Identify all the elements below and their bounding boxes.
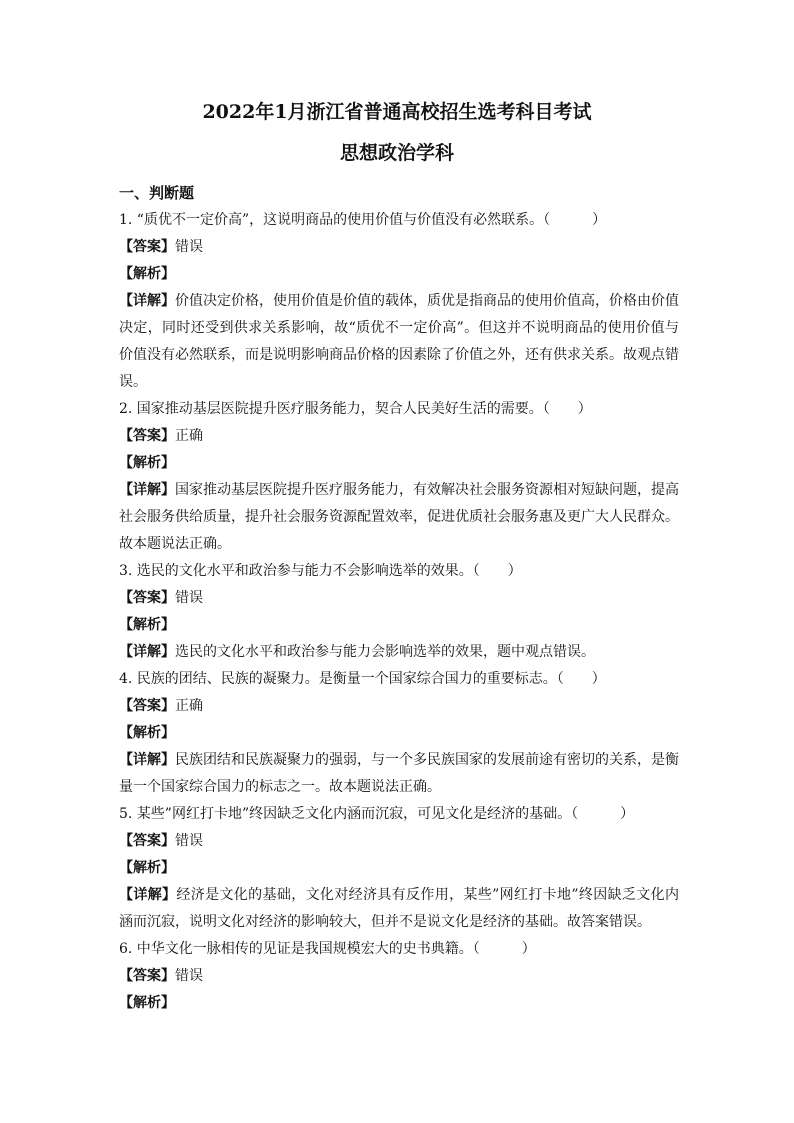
detail-text: 民族团结和民族凝聚力的强弱，与一个多民族国家的发展前途有密切的关系，是衡量一个国家综合国力的标志之一。故本题说法正确。 [119, 752, 679, 795]
answer-line [119, 693, 679, 720]
question-4 [119, 666, 679, 801]
detail-paragraph [119, 477, 679, 558]
subject-title: 思想政治学科 [339, 142, 454, 164]
detail-tag: 【详解】 [119, 482, 175, 498]
question-5 [119, 801, 679, 936]
answer-tag: 【答案】 [119, 698, 175, 714]
analysis-tag: 【解析】 [119, 995, 175, 1011]
detail-text: 选民的文化水平和政治参与能力会影响选举的效果，题中观点错误。 [175, 644, 595, 660]
answer-tag: 【答案】 [119, 428, 175, 444]
answer-line [119, 585, 679, 612]
detail-text: 价值决定价格，使用价值是价值的载体，质优是指商品的使用价值高，价格由价值决定，同时还受到供求关系影响，故“质优不一定价高”。但这并不说明商品的使用价值与价值没有必然联系，而是说明影响商品价格的因素除了价值之外，还有供求关系。故观点错误。 [119, 293, 679, 390]
answer-value: 正确 [175, 428, 203, 444]
analysis-line [119, 450, 679, 477]
answer-line [119, 234, 679, 261]
answer-line [119, 828, 679, 855]
detail-paragraph [119, 288, 679, 396]
question-stem: 1. “质优不一定价高”，这说明商品的使用价值与价值没有必然联系。（ ） [119, 212, 607, 228]
exam-title: 2022年1月浙江省普通高校招生选考科目考试 [202, 101, 592, 123]
detail-tag: 【详解】 [119, 887, 177, 903]
question-2 [119, 396, 679, 558]
answer-tag: 【答案】 [119, 239, 175, 255]
analysis-tag: 【解析】 [119, 860, 175, 876]
analysis-tag: 【解析】 [119, 725, 175, 741]
question-1 [119, 207, 679, 396]
question-stem: 3. 选民的文化水平和政治参与能力不会影响选举的效果。（ ） [119, 563, 522, 579]
answer-tag: 【答案】 [119, 590, 175, 606]
question-stem: 6. 中华文化一脉相传的见证是我国规模宏大的史书典籍。（ ） [119, 941, 536, 957]
answer-line [119, 423, 679, 450]
question-6 [119, 936, 679, 1017]
detail-text: 经济是文化的基础，文化对经济具有反作用，某些”网红打卡地”终因缺乏文化内涵而沉寂，说明文化对经济的影响较大，但并不是说文化是经济的基础。故答案错误。 [119, 887, 680, 930]
answer-value: 错误 [175, 968, 203, 984]
answer-line [119, 963, 679, 990]
question-stem: 2. 国家推动基层医院提升医疗服务能力，契合人民美好生活的需要。（ ） [119, 401, 592, 417]
detail-paragraph [119, 747, 679, 801]
analysis-line [119, 720, 679, 747]
analysis-tag: 【解析】 [119, 617, 175, 633]
answer-value: 错误 [175, 833, 203, 849]
question-stem: 5. 某些”网红打卡地”终因缺乏文化内涵而沉寂，可见文化是经济的基础。（ ） [119, 806, 635, 822]
detail-text: 国家推动基层医院提升医疗服务能力，有效解决社会服务资源相对短缺问题，提高社会服务供给质量，提升社会服务资源配置效率，促进优质社会服务惠及更广大人民群众。故本题说法正确。 [119, 482, 679, 552]
answer-value: 错误 [175, 590, 203, 606]
answer-tag: 【答案】 [119, 833, 175, 849]
analysis-line [119, 261, 679, 288]
analysis-line [119, 612, 679, 639]
detail-tag: 【详解】 [119, 293, 175, 309]
answer-value: 错误 [175, 239, 203, 255]
detail-tag: 【详解】 [119, 752, 175, 768]
question-3 [119, 558, 679, 666]
question-stem: 4. 民族的团结、民族的凝聚力。是衡量一个国家综合国力的重要标志。（ ） [119, 671, 606, 687]
analysis-tag: 【解析】 [119, 455, 175, 471]
detail-paragraph [119, 639, 679, 666]
analysis-line [119, 990, 679, 1017]
exam-content [119, 180, 679, 1017]
detail-tag: 【详解】 [119, 644, 175, 660]
detail-paragraph [119, 882, 679, 936]
section-heading: 一、判断题 [119, 184, 195, 202]
analysis-line [119, 855, 679, 882]
answer-tag: 【答案】 [119, 968, 175, 984]
answer-value: 正确 [175, 698, 203, 714]
analysis-tag: 【解析】 [119, 266, 175, 282]
